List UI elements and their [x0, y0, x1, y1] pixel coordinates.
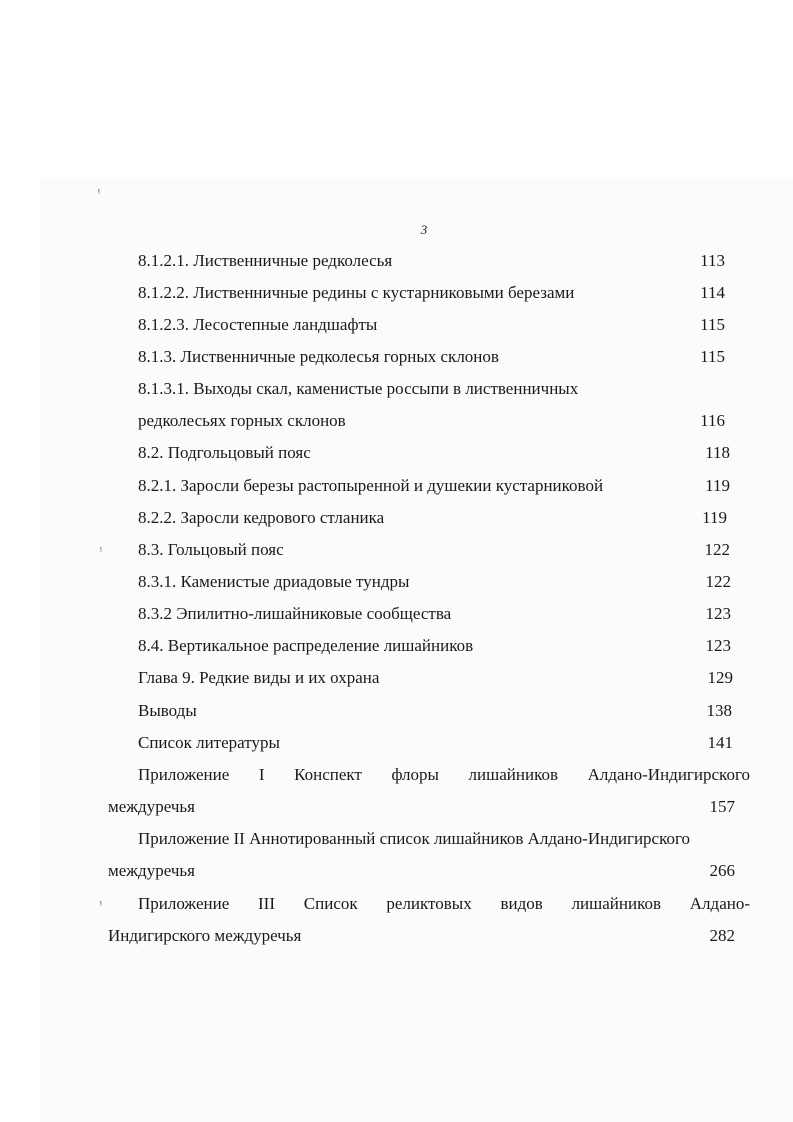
- toc-entry-page: 115: [700, 347, 725, 366]
- toc-entry-title: Список литературы: [138, 733, 280, 752]
- toc-entry-page: 122: [704, 540, 730, 559]
- scan-speck: ᵎ: [98, 185, 100, 199]
- toc-entry-page: 115: [700, 315, 725, 334]
- toc-entry-title: Приложение I Конспект флоры лишайников Алдано-Индигирского: [138, 765, 750, 784]
- toc-entry-title: 8.2. Подгольцовый пояс: [138, 443, 311, 462]
- toc-entry-title: 8.3.1. Каменистые дриадовые тундры: [138, 572, 410, 591]
- toc-entry-title: Выводы: [138, 701, 197, 720]
- toc-entry-page: 129: [707, 668, 733, 687]
- toc-entry-page: 123: [705, 636, 731, 655]
- toc-entry-title: 8.1.2.1. Лиственничные редколесья: [138, 251, 393, 270]
- toc-entry-page: 141: [707, 733, 733, 752]
- toc-entry-page: 266: [709, 861, 735, 880]
- toc-entry-page: 157: [709, 797, 735, 816]
- toc-entry-title: 8.2.2. Заросли кедрового стланика: [138, 508, 385, 527]
- toc-entry-page: 118: [705, 443, 730, 462]
- toc-entry-title: Приложение II Аннотированный список лишайников Алдано-Индигирского: [138, 829, 691, 848]
- toc-entry-page: 119: [705, 476, 730, 495]
- toc-entry-title-continued: междуречья: [108, 861, 195, 880]
- toc-entry-title: 8.1.2.2. Лиственничные редины с кустарниковыми березами: [138, 283, 575, 302]
- toc-entry-page: 113: [700, 251, 725, 270]
- toc-entry-title: 8.1.3.1. Выходы скал, каменистые россыпи в лиственничных: [138, 379, 579, 398]
- toc-entry-page: 114: [700, 283, 725, 302]
- toc-entry-page: 122: [705, 572, 731, 591]
- scan-speck: ᵎ: [100, 543, 102, 557]
- toc-entry-title-continued: редколесьях горных склонов: [138, 411, 346, 430]
- toc-entry-title: Приложение III Список реликтовых видов лишайников Алдано-: [138, 894, 750, 913]
- toc-entry-page: 138: [706, 701, 732, 720]
- toc-entry-title: Глава 9. Редкие виды и их охрана: [138, 668, 380, 687]
- toc-entry-page: 119: [702, 508, 727, 527]
- page-number: 3: [420, 222, 428, 237]
- toc-entry-title: 8.4. Вертикальное распределение лишайников: [138, 636, 474, 655]
- toc-entry-title: 8.3.2 Эпилитно-лишайниковые сообщества: [138, 604, 452, 623]
- toc-entry-title: 8.1.3. Лиственничные редколесья горных склонов: [138, 347, 499, 366]
- toc-entry-title: 8.1.2.3. Лесостепные ландшафты: [138, 315, 378, 334]
- toc-entry-title-continued: Индигирского междуречья: [108, 926, 302, 945]
- scan-speck: ᵎ: [100, 897, 102, 911]
- toc-entry-title: 8.2.1. Заросли березы растопыренной и душекии кустарниковой: [138, 476, 604, 495]
- toc-entry-title: 8.3. Гольцовый пояс: [138, 540, 284, 559]
- toc-entry-page: 123: [705, 604, 731, 623]
- toc-entry-title-continued: междуречья: [108, 797, 195, 816]
- toc-entry-page: 282: [709, 926, 735, 945]
- toc-entry-page: 116: [700, 411, 725, 430]
